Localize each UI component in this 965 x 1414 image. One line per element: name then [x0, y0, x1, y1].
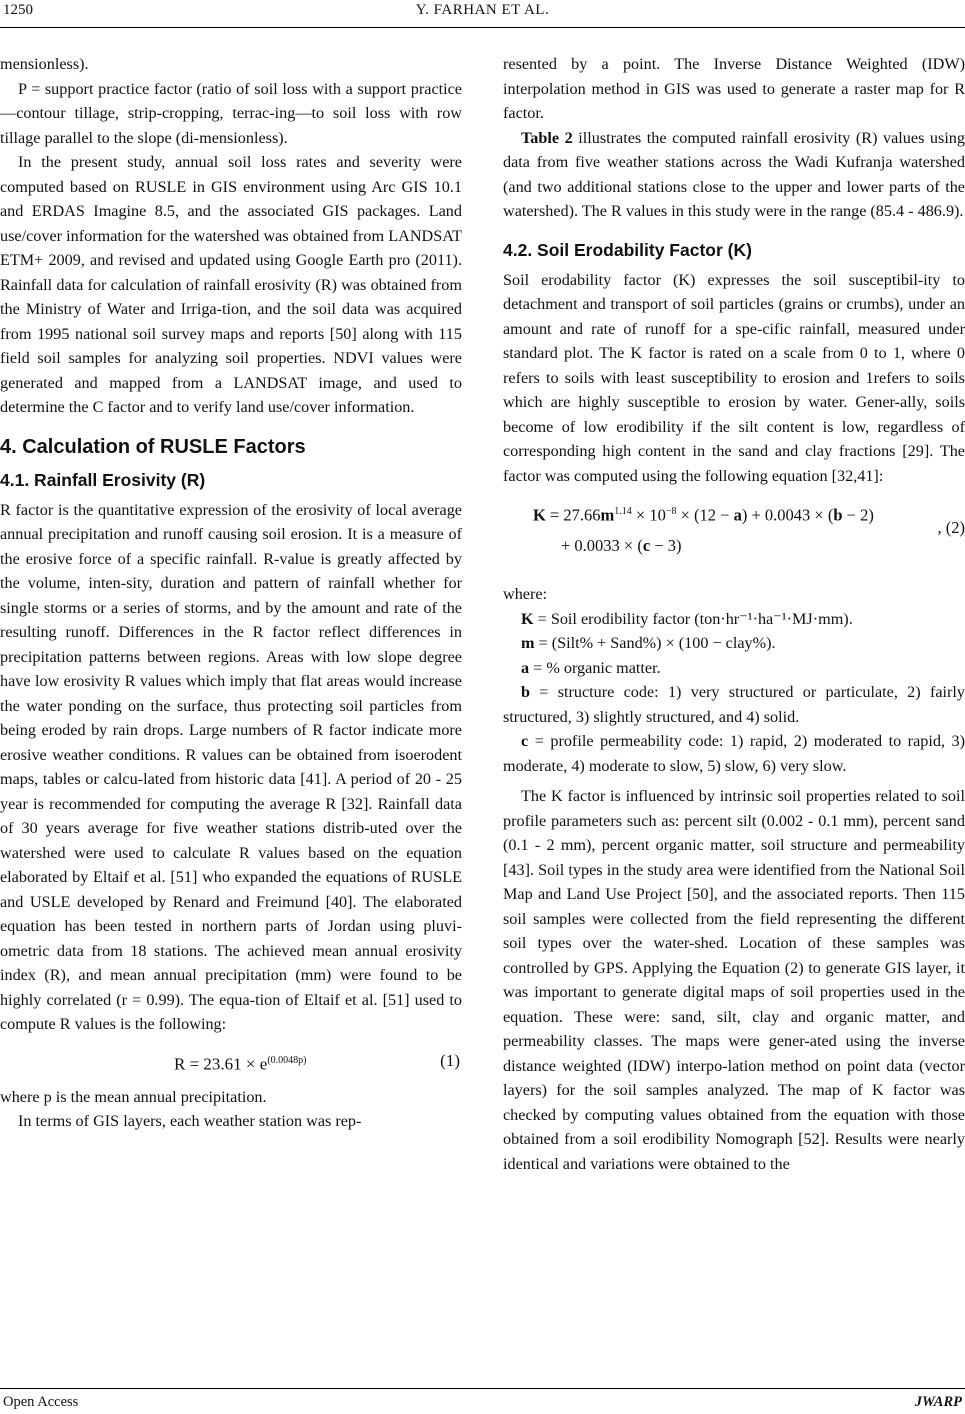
paragraph-p-factor: P = support practice factor (ratio of soil loss with a support practice—contour tillage, strip-cropping, terrac-ing—to soil loss with row tillage parallel to the slope (di-mensionless).	[0, 79, 462, 147]
paragraph-gis-layers: In terms of GIS layers, each weather station was rep-	[18, 1112, 362, 1130]
page-header	[0, 0, 965, 30]
table-2-reference: Table 2	[521, 128, 573, 147]
paragraph-k-factor: Soil erodability factor (K) expresses the soil susceptibil-ity to detachment and transport of soil particles (grains or crumbs), under an amount and rate of runoff for a spe-cific rainfall, measured under standard plot. The K factor is rated on a scale from 0 to 1, where 0 refers to soils with least susceptibility to erosion and 1refers to soils which are highly susceptible to erosion by water. Gener-ally, soils become of low erodibility if the silt content is low, regardless of corresponding high content in the sand and clay fractions [29]. The factor was computed using the following equation [32,41]:	[503, 270, 965, 485]
page-footer	[0, 1394, 965, 1414]
equation-1	[0, 1043, 462, 1079]
paragraph-continuation: mensionless).	[0, 55, 89, 73]
equation-2-line-1: $K = 27.66m^{1.14} \times 10^{-8} \times (12 - a) + 0.0043 \times (b - 2)$	[533, 505, 874, 525]
equation-1-exponent: (0.0048p)	[267, 1054, 307, 1066]
equation-2-line-2: + 0.0033 × (c − 3)	[561, 536, 682, 555]
equation-2	[503, 496, 965, 572]
equation-1-body: $R = 23.61 \times e^{(0.0048p)}$	[174, 1054, 307, 1074]
definition-a: a = % organic matter.	[521, 658, 661, 677]
definition-k: K = Soil erodibility factor (ton·hr⁻¹·ha⁻¹·MJ·mm).	[521, 609, 853, 628]
equation-1-number: (1)	[440, 1050, 460, 1070]
paragraph-idw: resented by a point. The Inverse Distance Weighted (IDW) interpolation method in GIS was used to generate a raster map for R factor.	[503, 55, 965, 122]
footer-rule	[0, 1388, 965, 1389]
header-rule	[0, 27, 965, 28]
definition-b: b = structure code: 1) very structured or particulate, 2) fairly structured, 3) slightly structured, and 4) solid.	[503, 683, 965, 726]
section-heading-4: 4. Calculation of RUSLE Factors	[0, 435, 306, 458]
right-column	[503, 52, 965, 1176]
paragraph-table2: Table 2 illustrates the computed rainfall erosivity (R) values using data from five weather stations across the Wadi Kufranja watershed (and two additional stations close to the upper and lower parts of the watershed). The R values in this study were in the range (85.4 - 486.9).	[503, 128, 965, 220]
left-column	[0, 52, 462, 1134]
definition-c: c = profile permeability code: 1) rapid, 2) moderated to rapid, 3) moderate, 4) moderate to slow, 5) slow, 6) very slow.	[503, 732, 965, 775]
paragraph-present-study: In the present study, annual soil loss rates and severity were computed based on RUSLE in GIS environment using Arc GIS 10.1 and ERDAS Imagine 8.5, and the associated GIS packages. Land use/cover information for the watershed was obtained from LANDSAT ETM+ 2009, and revised and updated using Google Earth pro (2011). Rainfall data for calculation of rainfall erosivity (R) was obtained from the Ministry of Water and Irriga-tion, and the soil data was acquired from 1995 national soil survey maps and reports [50] along with 115 field soil samples for analyzing soil properties. NDVI values were generated and mapped from a LANDSAT image, and used to determine the C factor and to verify land use/cover information.	[0, 153, 462, 416]
where-label: where:	[503, 585, 548, 603]
paragraph-where-p: where p is the mean annual precipitation.	[0, 1087, 267, 1106]
paragraph-r-factor: R factor is the quantitative expression of the erosivity of local average annual precipitation and runoff causing soil erosion. It is a measure of the erosive force of a specific rainfall. R-value is greatly affected by the volume, inten-sity, duration and pattern of rainfall whether for single storms or a series of storms, and by the amount and rate of the resulting runoff. Differences in the R factor reflect differences in precipitation patterns between regions. Areas with low slope degree have low erosivity R values which imply that flat areas would increase the water ponding on the surface, thus protecting soil particles from being eroded by rain drops. Large numbers of R factor indicate more erosive weather conditions. R values can be obtained from isoerodent maps, tables or calcu-lated from historic data [41]. A period of 20 - 25 year is recommended for computing the average R [32]. Rainfall data of 30 years average for five weather stations distrib-uted over the watershed were used to calculate R values based on the equation elaborated by Eltaif et al. [51] who expanded the equations of RUSLE and USLE developed by Renard and Freimund [40]. The elaborated equation has been tested in northern parts of Jordan using pluvi-ometric data from 18 stations. The achieved mean annual erosivity index (R), and mean annual precipitation (mm) were found to be highly correlated (r = 0.99). The equa-tion of Eltaif et al. [51] used to compute R values is the following:	[0, 500, 462, 1033]
equation-2-number: , (2)	[937, 518, 965, 537]
subsection-heading-4-2: 4.2. Soil Erodability Factor (K)	[503, 239, 752, 260]
running-title: Y. FARHAN ET AL.	[415, 2, 550, 18]
journal-abbrev: JWARP	[914, 1394, 962, 1410]
paragraph-k-influence: The K factor is influenced by intrinsic soil properties related to soil profile parameters such as: percent silt (0.002 - 0.1 mm), percent sand (0.1 - 2 mm), percent organic matter, soil structure and permeability [43]. Soil types in the study area were identified from the National Soil Map and Land Use Project [50], and the associated reports. Then 115 soil samples were collected from the field representing the different soil types over the water-shed. Location of these samples was controlled by GPS. Applying the Equation (2) to generate GIS layer, it was important to generate digital maps of soil properties used in the equation. These were: sand, silt, clay and organic matter, and permeability classes. The maps were gener-ated using the inverse distance weighted (IDW) interpo-lation method on point data (vector layers) for the soil samples analyzed. The map of K factor was checked by computing values obtained from the equation with those obtained from a soil erodibility Nomograph [52]. Results were nearly identical and variations were obtained to the	[503, 787, 965, 1173]
definition-m: m = (Silt% + Sand%) × (100 − clay%).	[521, 634, 776, 652]
subsection-heading-4-1: 4.1. Rainfall Erosivity (R)	[0, 469, 206, 490]
page-number: 1250	[3, 2, 33, 18]
open-access-label: Open Access	[3, 1394, 79, 1410]
